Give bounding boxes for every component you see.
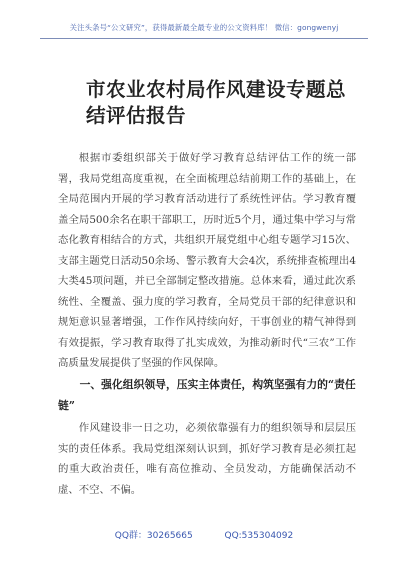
body-paragraph: 根据市委组织部关于做好学习教育总结评估工作的统一部署，我局党组高度重视，在全面梳理总结前期工作的基础上，在全局范围内开展的学习教育活动进行了系统性评估。学习教育覆盖全局500余名在职干部职工，历时近5个月，通过集中学习与常态化教育相结合的方式，共组织开展党组中心组专题学习15次、支部主题党日活动50余场、警示教育大会4次，系统排查梳理出4大类45项问题，并已全部制定整改措施。总体来看，通过此次系统性、全覆盖、强力度的学习教育，全局党员干部的纪律意识和规矩意识显著增强，工作作风持续向好，干事创业的精气神得到有效提振，学习教育取得了扎实成效，为推动新时代“三农”工作高质量发展提供了坚强的作风保障。 <box>58 152 356 369</box>
section-heading: 一、强化组织领导，压实主体责任，构筑坚强有力的“责任链” <box>58 378 356 412</box>
section-paragraph: 作风建设非一日之功，必须依靠强有力的组织领导和层层压实的责任体系。我局党组深刻认识到，抓好学习教育是必须扛起的重大政治责任，唯有高位推动、全员发动，方能确保活动不虚、不空、不偏。 <box>58 422 356 496</box>
footer-qq-number: QQ:535304092 <box>224 531 294 541</box>
header-divider <box>40 38 368 39</box>
footer-qq-group: QQ群：30265665 <box>114 531 193 541</box>
header-promo-note: 关注头条号“公文研究”，获得最新最全最专业的公文资料库！ 微信：gongwenyj <box>69 23 339 32</box>
document-title: 市农业农村局作风建设专题总结评估报告 <box>86 78 347 127</box>
footer-contact <box>0 528 408 541</box>
